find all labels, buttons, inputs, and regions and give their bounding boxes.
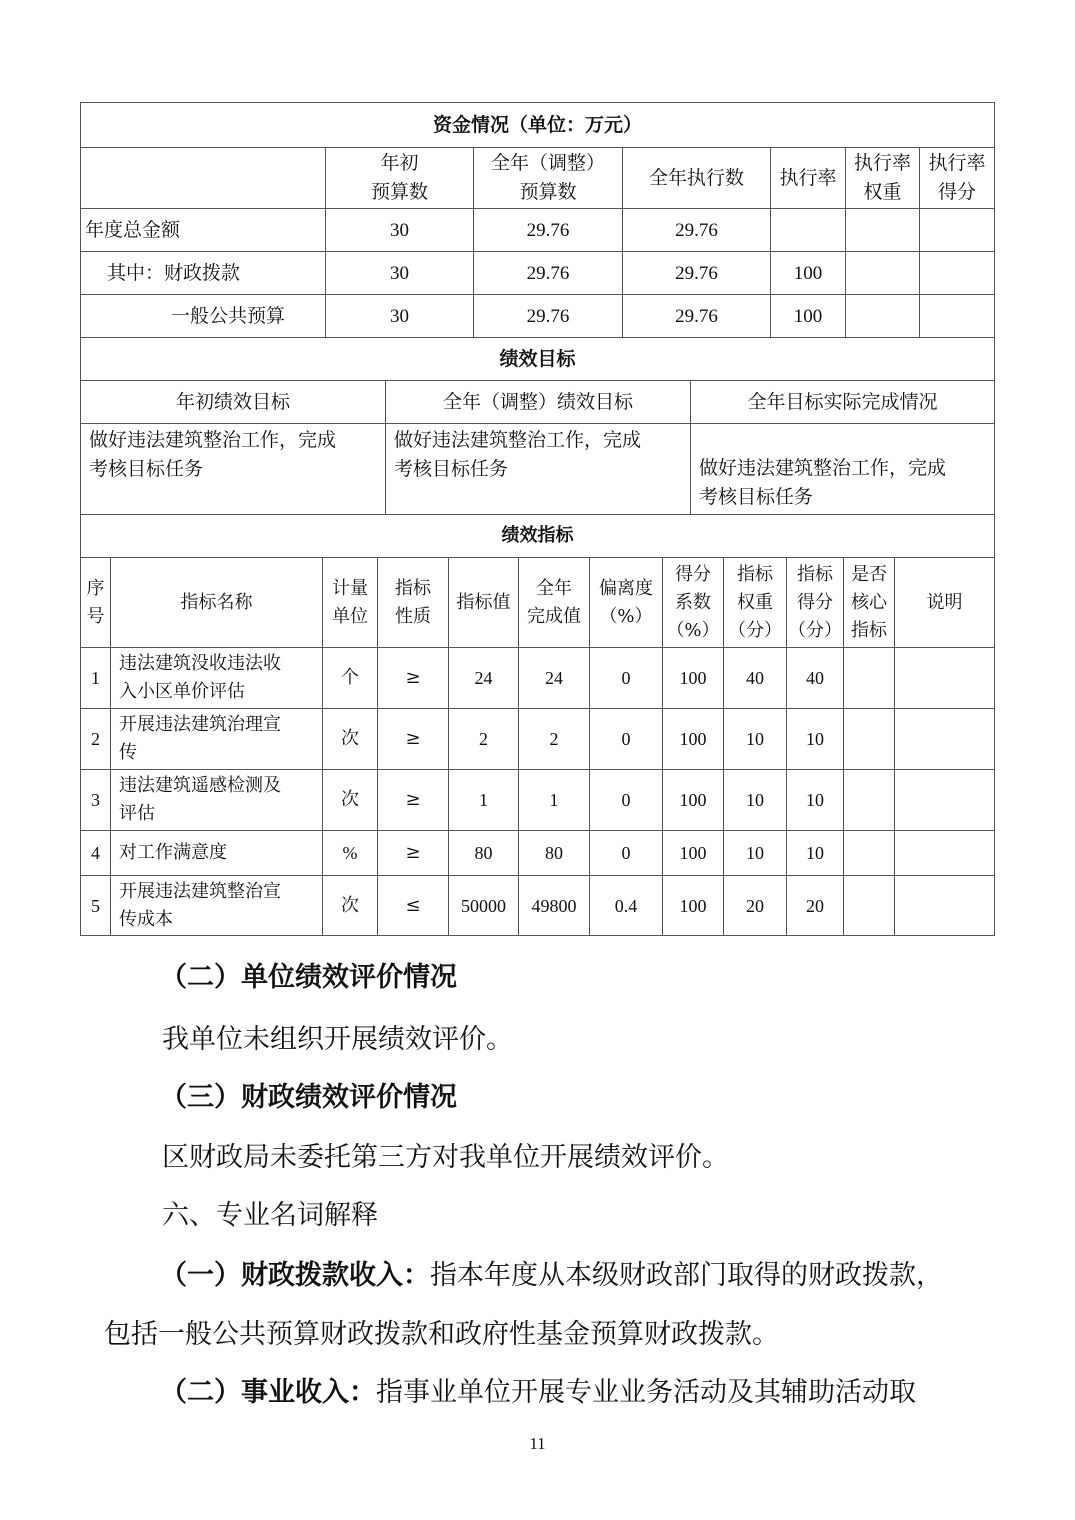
goals-title: 绩效目标 <box>81 338 995 381</box>
section-6-heading: 六、专业名词解释 <box>162 1200 378 1231</box>
ind-nature: ≥ <box>378 648 449 709</box>
indicators-table <box>80 514 995 936</box>
funds-row-score <box>920 209 995 252</box>
ind-coef: 100 <box>663 648 724 709</box>
funds-row-executed: 29.76 <box>623 252 771 295</box>
ind-weight: 20 <box>724 876 787 936</box>
ind-core <box>844 831 895 876</box>
term-1-continuation: 包括一般公共预算财政拨款和政府性基金预算财政拨款。 <box>104 1319 779 1350</box>
ind-seq: 3 <box>81 770 111 831</box>
ind-header-weight: 指标 权重 （分） <box>724 558 787 648</box>
ind-core <box>844 770 895 831</box>
ind-deviation: 0 <box>590 648 663 709</box>
funds-row-weight <box>846 295 920 338</box>
funds-row <box>81 252 995 295</box>
ind-header-note: 说明 <box>895 558 995 648</box>
ind-header-unit: 计量 单位 <box>323 558 378 648</box>
ind-value: 50000 <box>449 876 519 936</box>
ind-coef: 100 <box>663 876 724 936</box>
ind-unit: 次 <box>323 709 378 770</box>
funds-row-rate: 100 <box>771 252 846 295</box>
ind-nature: ≥ <box>378 831 449 876</box>
ind-score: 10 <box>787 831 844 876</box>
goals-adjusted-text: 做好违法建筑整治工作，完成 考核目标任务 <box>386 424 691 515</box>
funds-row-executed: 29.76 <box>623 209 771 252</box>
goals-header-actual: 全年目标实际完成情况 <box>691 381 995 424</box>
ind-coef: 100 <box>663 770 724 831</box>
ind-completed: 80 <box>519 831 590 876</box>
funds-row-weight <box>846 252 920 295</box>
term-1-text: 指本年度从本级财政部门取得的财政拨款， <box>430 1260 943 1291</box>
indicators-title: 绩效指标 <box>81 515 995 558</box>
ind-nature: ≥ <box>378 709 449 770</box>
term-2-paragraph <box>160 1373 916 1413</box>
ind-weight: 40 <box>724 648 787 709</box>
ind-weight: 10 <box>724 770 787 831</box>
ind-completed: 2 <box>519 709 590 770</box>
ind-deviation: 0 <box>590 709 663 770</box>
funds-header-adjusted: 全年（调整） 预算数 <box>474 148 623 209</box>
funds-row-rate <box>771 209 846 252</box>
goals-header-initial: 年初绩效目标 <box>81 381 386 424</box>
page-number: 11 <box>529 1434 546 1453</box>
term-1-label: （一）财政拨款收入： <box>160 1260 430 1291</box>
ind-value: 24 <box>449 648 519 709</box>
ind-seq: 4 <box>81 831 111 876</box>
term-2-text: 指事业单位开展专业业务活动及其辅助活动取 <box>376 1377 916 1408</box>
funds-header-initial: 年初 预算数 <box>326 148 474 209</box>
ind-score: 10 <box>787 770 844 831</box>
term-1-paragraph <box>160 1256 943 1296</box>
funds-title: 资金情况（单位：万元） <box>81 103 995 148</box>
ind-seq: 5 <box>81 876 111 936</box>
ind-unit: 个 <box>323 648 378 709</box>
funds-row-adjusted: 29.76 <box>474 252 623 295</box>
funds-row-adjusted: 29.76 <box>474 295 623 338</box>
ind-note <box>895 876 995 936</box>
ind-value: 80 <box>449 831 519 876</box>
funds-row-executed: 29.76 <box>623 295 771 338</box>
funds-row-label: 一般公共预算 <box>81 295 326 338</box>
ind-completed: 1 <box>519 770 590 831</box>
funds-row-rate: 100 <box>771 295 846 338</box>
funds-row-score <box>920 252 995 295</box>
ind-header-score: 指标 得分 （分） <box>787 558 844 648</box>
funds-row-adjusted: 29.76 <box>474 209 623 252</box>
funds-row-initial: 30 <box>326 209 474 252</box>
ind-unit: % <box>323 831 378 876</box>
ind-note <box>895 709 995 770</box>
ind-name: 开展违法建筑整治宣 传成本 <box>111 876 323 936</box>
ind-score: 40 <box>787 648 844 709</box>
goals-header-adjusted: 全年（调整）绩效目标 <box>386 381 691 424</box>
funds-table <box>80 102 995 338</box>
funds-row-label: 年度总金额 <box>81 209 326 252</box>
section-3-text: 区财政局未委托第三方对我单位开展绩效评价。 <box>162 1142 729 1173</box>
ind-header-name: 指标名称 <box>111 558 323 648</box>
ind-completed: 24 <box>519 648 590 709</box>
ind-weight: 10 <box>724 709 787 770</box>
section-2-heading: （二）单位绩效评价情况 <box>160 962 457 993</box>
ind-seq: 1 <box>81 648 111 709</box>
funds-row-label: 其中：财政拨款 <box>81 252 326 295</box>
ind-header-nature: 指标 性质 <box>378 558 449 648</box>
ind-core <box>844 709 895 770</box>
ind-unit: 次 <box>323 876 378 936</box>
goals-initial-text: 做好违法建筑整治工作，完成 考核目标任务 <box>81 424 386 515</box>
funds-header-score: 执行率 得分 <box>920 148 995 209</box>
funds-row <box>81 209 995 252</box>
indicator-row <box>81 648 995 709</box>
ind-note <box>895 831 995 876</box>
ind-header-deviation: 偏离度 （%） <box>590 558 663 648</box>
funds-header-weight: 执行率 权重 <box>846 148 920 209</box>
goals-table <box>80 337 995 515</box>
ind-value: 2 <box>449 709 519 770</box>
ind-coef: 100 <box>663 831 724 876</box>
indicator-row <box>81 876 995 936</box>
ind-name: 违法建筑没收违法收 入小区单价评估 <box>111 648 323 709</box>
funds-header-executed: 全年执行数 <box>623 148 771 209</box>
ind-nature: ≤ <box>378 876 449 936</box>
ind-score: 20 <box>787 876 844 936</box>
ind-header-seq: 序 号 <box>81 558 111 648</box>
funds-row-score <box>920 295 995 338</box>
funds-header-blank <box>81 148 326 209</box>
ind-weight: 10 <box>724 831 787 876</box>
ind-core <box>844 648 895 709</box>
ind-deviation: 0 <box>590 831 663 876</box>
indicator-row <box>81 770 995 831</box>
ind-nature: ≥ <box>378 770 449 831</box>
ind-unit: 次 <box>323 770 378 831</box>
ind-value: 1 <box>449 770 519 831</box>
ind-note <box>895 648 995 709</box>
funds-row-initial: 30 <box>326 252 474 295</box>
indicator-row <box>81 831 995 876</box>
ind-note <box>895 770 995 831</box>
funds-row-weight <box>846 209 920 252</box>
indicator-row <box>81 709 995 770</box>
section-2-text: 我单位未组织开展绩效评价。 <box>162 1024 513 1055</box>
section-3-heading: （三）财政绩效评价情况 <box>160 1082 457 1113</box>
ind-completed: 49800 <box>519 876 590 936</box>
term-2-label: （二）事业收入： <box>160 1377 376 1408</box>
ind-core <box>844 876 895 936</box>
ind-header-coef: 得分 系数 （%） <box>663 558 724 648</box>
ind-seq: 2 <box>81 709 111 770</box>
goals-actual-text: 做好违法建筑整治工作，完成 考核目标任务 <box>691 424 995 515</box>
funds-row-initial: 30 <box>326 295 474 338</box>
ind-deviation: 0 <box>590 770 663 831</box>
ind-header-completed: 全年 完成值 <box>519 558 590 648</box>
ind-coef: 100 <box>663 709 724 770</box>
ind-name: 违法建筑遥感检测及 评估 <box>111 770 323 831</box>
ind-name: 对工作满意度 <box>111 831 323 876</box>
funds-header-rate: 执行率 <box>771 148 846 209</box>
ind-header-core: 是否 核心 指标 <box>844 558 895 648</box>
ind-header-value: 指标值 <box>449 558 519 648</box>
ind-name: 开展违法建筑治理宣 传 <box>111 709 323 770</box>
ind-deviation: 0.4 <box>590 876 663 936</box>
funds-row <box>81 295 995 338</box>
ind-score: 10 <box>787 709 844 770</box>
